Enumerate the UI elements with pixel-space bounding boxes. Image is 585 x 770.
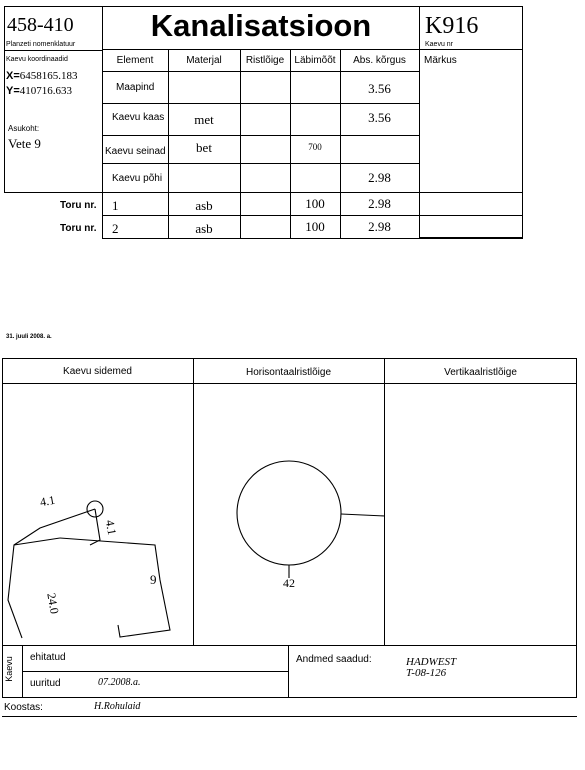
page-title: Kanalisatsioon <box>150 8 372 43</box>
col-header-markus: Märkus <box>424 55 457 66</box>
andmed-value-2: T-08-126 <box>406 667 447 679</box>
row-korgus-maapind: 3.56 <box>368 81 391 96</box>
date-note: 31. juuli 2008. a. <box>6 334 52 340</box>
row-element-pohi: Kaevu põhi <box>112 173 163 184</box>
row-korgus-pohi: 2.98 <box>368 170 391 185</box>
col-header-materjal: Materjal <box>186 55 222 66</box>
andmed-label: Andmed saadud: <box>296 654 372 665</box>
pipe-1-nr: 1 <box>112 198 119 213</box>
col-header-korgus: Abs. kõrgus <box>353 55 406 66</box>
horizontal-section-sketch <box>237 461 385 578</box>
uuritud-label: uuritud <box>30 678 61 689</box>
kaevu-label: Kaevu <box>3 656 14 682</box>
row-element-maapind: Maapind <box>116 82 155 93</box>
row-korgus-kaas: 3.56 <box>368 110 391 125</box>
location-caption: Asukoht: <box>8 124 40 133</box>
sketch-note-4: 24.0 <box>44 591 62 615</box>
andmed-value-1: HADWEST <box>406 656 457 668</box>
row-materjal-seinad: bet <box>196 140 212 155</box>
pipe-1-label: Toru nr. <box>60 200 97 211</box>
pipe-1-materjal: asb <box>195 198 213 213</box>
uuritud-value: 07.2008.a. <box>98 677 141 688</box>
x-label: X= <box>6 70 20 82</box>
koostas-value: H.Rohulaid <box>94 701 141 712</box>
pipe-1-labimoot: 100 <box>305 196 325 211</box>
x-value: 6458165.183 <box>19 70 78 82</box>
col-header-ristloige: Ristlõige <box>245 55 285 66</box>
sheet-number: 458-410 <box>7 14 74 36</box>
col-header-element: Element <box>116 55 154 66</box>
row-element-kaas: Kaevu kaas <box>112 112 165 123</box>
pipe-2-nr: 2 <box>112 221 119 236</box>
sketch-col-kaevu-sidemed: Kaevu sidemed <box>63 366 132 377</box>
pipe-1-korgus: 2.98 <box>368 196 391 211</box>
sketch-note-1: 4.1 <box>38 492 57 510</box>
koostas-label: Koostas: <box>4 702 43 713</box>
pipe-2-labimoot: 100 <box>305 219 325 234</box>
well-id-caption: Kaevu nr <box>425 41 454 48</box>
row-labimoot-seinad: 700 <box>308 142 322 152</box>
y-label: Y= <box>6 85 20 97</box>
row-element-seinad: Kaevu seinad <box>105 146 166 157</box>
sketch-note-2: 4.1 <box>102 518 120 537</box>
horizontal-circle <box>237 461 341 565</box>
sheet-caption: Planzeti nomenklatuur <box>6 41 76 48</box>
col-header-labimoot: Läbimõõt <box>294 55 336 66</box>
sketch-col-vertikaal: Vertikaalristlõige <box>444 367 517 378</box>
row-materjal-kaas: met <box>194 112 214 127</box>
sketch-col-horisontaal: Horisontaalristlõige <box>245 367 332 378</box>
well-id: K916 <box>425 13 479 39</box>
sketch-note-3: 9 <box>150 572 157 587</box>
y-value: 410716.633 <box>19 85 73 97</box>
pipe-2-materjal: asb <box>195 221 213 236</box>
pipe-2-korgus: 2.98 <box>368 219 391 234</box>
ehitatud-label: ehitatud <box>30 652 66 663</box>
coord-caption: Kaevu koordinaadid <box>6 56 68 63</box>
pipe-2-label: Toru nr. <box>60 223 97 234</box>
well-ties-sketch <box>8 501 170 638</box>
location-value: Vete 9 <box>8 136 41 151</box>
sketch-note-5: 42 <box>283 576 295 590</box>
